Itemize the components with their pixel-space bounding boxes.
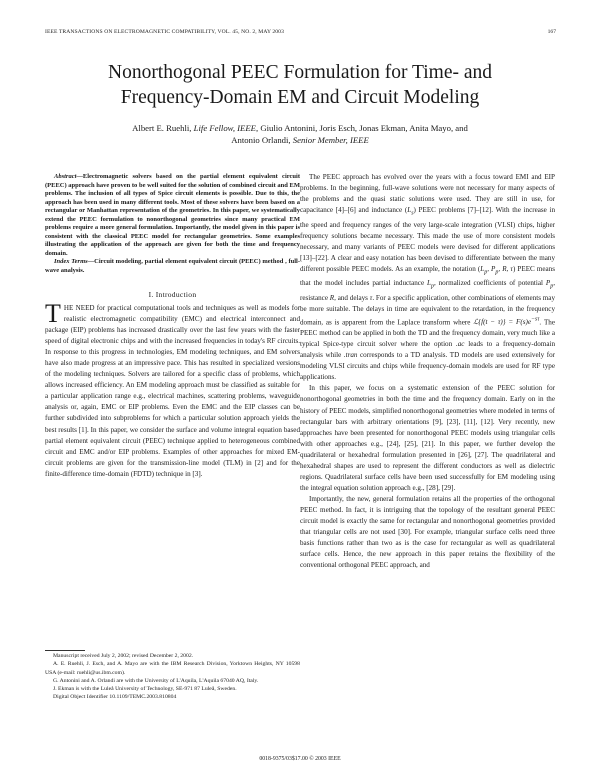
authors-part-1: Albert E. Ruehli, xyxy=(132,123,194,133)
author-line-2 xyxy=(80,134,520,146)
index-terms-text: Circuit modeling, partial element equivalent circuit (PEEC) method , full-wave analysis. xyxy=(45,258,301,275)
author-list xyxy=(80,122,520,146)
math-notation: $L_p$, $P_p$, R, τ xyxy=(480,264,513,276)
math-symbol: L xyxy=(407,206,412,215)
text-run: ) PEEC problems [7]–[12]. With the increase in the speed and frequency ranges of the very large-scale integration (VLSI) chips, higher frequency solutions became necessary. This made the use of more consistent models necessary, and many variants of PEEC models were devised for different applications [13]–[22]. A clear and easy notation has been devised to differentiate between the many different possible PEEC models. As an example, the notation ( xyxy=(300,206,555,273)
footnote-received: Manuscript received July 2, 2002; revised December 2, 2002. xyxy=(53,653,194,659)
text-run: , resistance xyxy=(300,279,555,302)
math-tau: τ xyxy=(369,293,373,302)
paper-title xyxy=(40,60,560,110)
math-pp: $P_p$ xyxy=(545,279,554,290)
text-run: ) PEEC means that the model includes partial inductance xyxy=(300,264,555,288)
running-header: IEEE TRANSACTIONS ON ELECTROMAGNETIC COMPATIBILITY, VOL. 45, NO. 2, MAY 2003 xyxy=(45,29,284,35)
math-symbol: L xyxy=(427,279,431,288)
footnote-divider xyxy=(45,650,85,651)
intro-paragraph xyxy=(45,299,300,480)
intro-column xyxy=(45,299,300,480)
text-run: , normalized coefficients of potential xyxy=(433,279,546,288)
math-r: R xyxy=(329,293,335,302)
text-run: leads to a frequency-domain analysis while xyxy=(300,340,555,360)
abstract xyxy=(45,173,300,276)
section-heading: I. Introduction xyxy=(148,290,197,299)
index-terms xyxy=(45,258,300,275)
math-laplace: ℒ{f(t − $\tau)\} = F(s)e^{-s\tau}$ xyxy=(473,316,540,327)
right-paragraph-1 xyxy=(300,172,555,383)
math-symbol: P xyxy=(545,279,551,288)
footnote-lulea: J. Ekman is with the Luleå University of Technology, SE-971 87 Luleå, Sweden. xyxy=(53,686,237,693)
authors-part-3: Antonio Orlandi, xyxy=(231,135,293,145)
math-ac: .ac xyxy=(455,340,465,349)
author-line-1 xyxy=(80,122,520,134)
text-run: corresponds to a TD analysis. TD models are used extensively for modeling VLSI circuits and chips while frequency-domain models are used for RF type applications. xyxy=(300,351,555,382)
math-lp: $L_p$ xyxy=(427,279,434,290)
abstract-label: Abstract— xyxy=(54,173,83,180)
text-run: The PEEC approach has evolved over the years with a focus toward EMI and EIP problems. In the beginning, full-wave solutions were not necessary for many aspects of the problems and the quasi static solutions were used. They are still in use, for capacitance [4]–[6] and inductance ( xyxy=(300,173,555,215)
index-terms-label: Index Terms— xyxy=(54,258,95,266)
abstract-text: Electromagnetic solvers based on the partial element equivalent circuit (PEEC) approach have proven to be well suited for the solution of combined circuit and EM problems. The inclusion of all types of Spice circuit elements is possible. Due to this, the approach has been used in many different tools. Most of these solvers have been based on a rectangular or Manhattan representation of the geometries. In this paper, we systematically extend the PEEC formulation to nonorthogonal geometries since many practical EM problems require a more general formulation. Importantly, the model given in this paper is consistent with the classical PEEC model for rectangular geometries. Some examples illustrating the application of the approach are given for both the time and frequency domain. xyxy=(45,173,300,257)
text-run: . For a specific application, other combinations of elements may be more suitable. The delays in time are equivalent to the retardation, in the frequency domain, as is apparent from the Laplace transform where xyxy=(300,293,555,327)
author-grade-3: Senior Member, IEEE xyxy=(292,135,369,145)
text-run: . The PEEC method can be applied in both the TD and the frequency domain, very much like a typical Spice-type circuit solver where the option xyxy=(300,318,555,349)
math-symbol: ℒ{f(t − τ)} = F(s)e xyxy=(473,318,531,327)
right-column xyxy=(300,172,555,571)
right-paragraph-2: In this paper, we focus on a systematic extension of the PEEC solution for nonorthogonal geometries in both the time and the frequency domain. Early on in the history of PEEC models, simplified nonorthogonal geometries where modeled in terms of rectangular bars with arbitrary orientations [9], [23], [11], [12]. Very recently, new approaches have been presented for nonorthogonal PEEC models using triangular cells with other approaches e.g., [24], [25], [21]. In this paper, we further develop the quadrilateral or hexahedral formulation presented in [26], [27]. The quadrilateral and hexahedral shapes are used to represent the different conductors as well as dielectric regions. Quadrilateral surface cells have been used successfully for EM modeling using the integral equation solution approach e.g., [28], [29]. xyxy=(300,384,555,492)
abstract-paragraph xyxy=(45,173,300,258)
text-run: , and delays xyxy=(334,293,370,302)
intro-text: HE NEED for practical computational tools and techniques as well as models for realistic electromagnetic compatibility (EMC) and electrical interconnect and package (EIP) problems has increased drastically over the last few years with the faster speed of digital electronic chips and with the increased frequencies in today's RF circuits. In response to this progress in technologies, EM modeling techniques, and EM solvers have also made progress at an impressive pace. This has resulted in specialized versions of the modeling techniques. Solvers are tailored for a specific class of problems, which allows increased efficiency. An EM modeling approach must be classified as suitable for a particular application range e.g., electrical machines, scattering problems, waveguide analysis or, again, EMC or EIP problems. Even the EMC and the EIP classes can be further subdivided into subproblems for which a particular solution approach yields the best results [1]. In this paper, we consider the surface and volume integral equation based partial element equivalent circuit (PEEC) technique applied to heterogeneous combined circuit and EMC and/or EIP problems. Examples of other approaches for mixed EM-circuit problems are given for the transmission-line model (TLM) in [2] and for the finite-difference time-domain (FDTD) technique in [3]. xyxy=(45,304,300,478)
math-ls: $L_s$ xyxy=(407,206,414,217)
title-line-1: Nonorthogonal PEEC Formulation for Time- and xyxy=(107,62,493,83)
footnote-laquila: G. Antonini and A. Orlandi are with the University of L'Aquila, L'Aquila 67040 AQ, Italy. xyxy=(53,677,259,684)
page-number: 167 xyxy=(547,29,556,35)
footnotes xyxy=(45,652,300,702)
footnote-ibm: A. E. Ruehli, J. Esch, and A. Mayo are with the IBM Research Division, Yorktown Heights, NY 10598 USA (e-mail: ruehli@us.ibm.com). xyxy=(45,661,300,676)
math-symbol: L xyxy=(480,264,485,273)
math-tran: .tran xyxy=(343,351,358,360)
drop-cap: T xyxy=(45,299,61,328)
title-line-2: Frequency-Domain EM and Circuit Modeling xyxy=(120,87,480,108)
right-paragraph-3: Importantly, the new, general formulation retains all the properties of the orthogonal PEEC method. In fact, it is intriguing that the topology of the resultant general PEEC circuit model is exactly the same for rectangular and nonorthogonal geometries provided that triangular cells are not used [30]. For example, triangular surface cells need three basis functions rather than two as is the case for rectangular as well as quadrilateral surface cells. Hence, the new approach in this paper retains the flexibility of the conventional orthogonal PEEC approach, and xyxy=(300,494,555,570)
copyright-footer: 0018-9375/03$17.00 © 2003 IEEE xyxy=(259,756,341,762)
authors-part-2: , Giulio Antonini, Joris Esch, Jonas Ekman, Anita Mayo, and xyxy=(255,123,468,133)
author-grade-1: Life Fellow, IEEE xyxy=(193,123,256,133)
footnote-doi: Digital Object Identifier 10.1109/TEMC.2003.810804 xyxy=(53,694,177,701)
